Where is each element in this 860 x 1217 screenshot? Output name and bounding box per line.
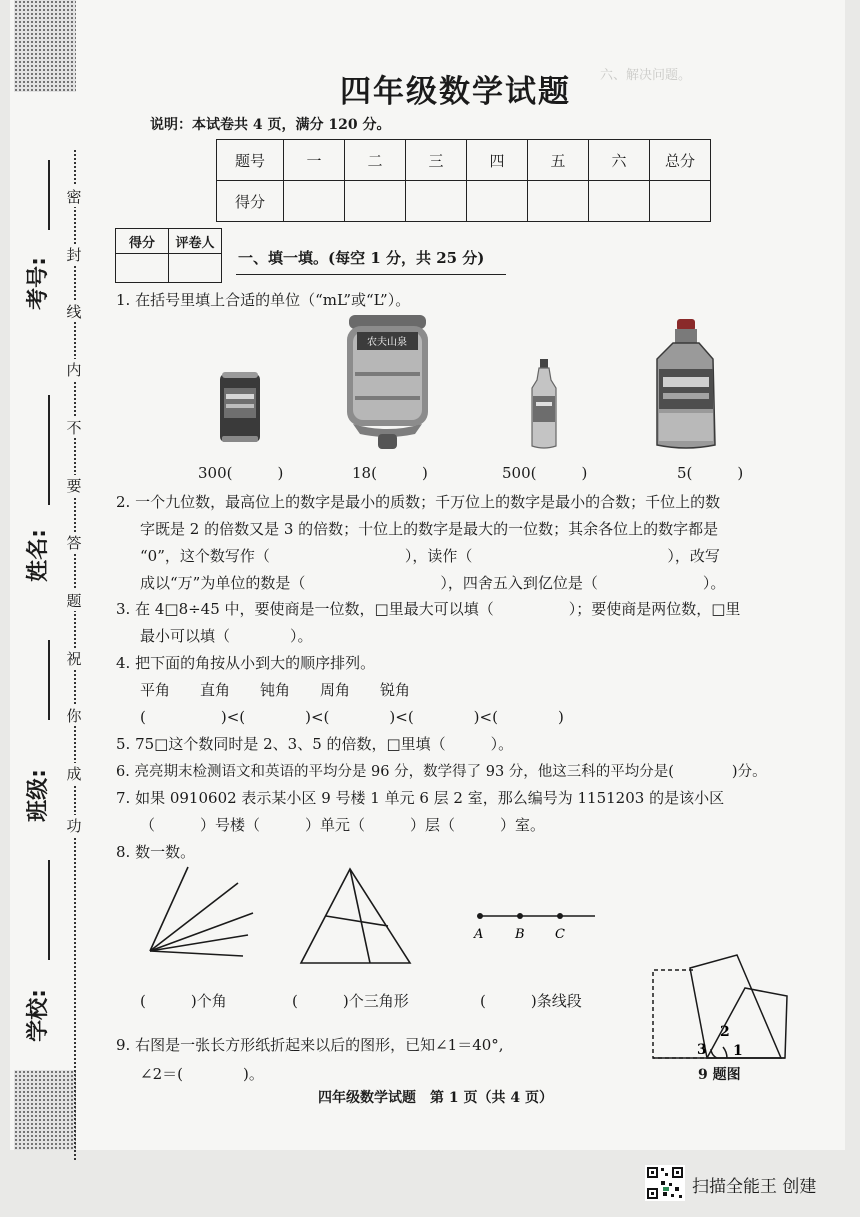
score-cell[interactable] [650, 181, 711, 222]
question-2-line4: 成以“万”为单位的数是（ ），四舍五入到亿位是（ ）。 [140, 574, 726, 592]
q1-blank-can[interactable]: 300( ) [198, 464, 284, 482]
question-7-line2: （ ）号楼（ ）单元（ ）层（ ）室。 [140, 816, 546, 834]
q4-answer-blanks[interactable]: ( )<( )<( )<( )<( ) [140, 708, 564, 726]
score-header-cell: 一 [284, 140, 345, 181]
question-2-line1: 2. 一个九位数，最高位上的数字是最小的质数；千万位上的数字是最小的合数；千位上的数 [116, 493, 721, 511]
score-table-header-row [217, 140, 711, 181]
section-heading: 一、填一填。(每空 1 分，共 25 分) [238, 249, 485, 267]
page-footer: 四年级数学试题 第 1 页（共 4 页） [318, 1090, 553, 1106]
question-9-line1: 9. 右图是一张长方形纸折起来以后的图形，已知∠1＝40°, [116, 1036, 504, 1054]
question-9-line2[interactable]: ∠2＝( )。 [140, 1065, 264, 1083]
score-header-cell: 四 [467, 140, 528, 181]
angle-3-label: 3 [697, 1042, 707, 1058]
point-c-label: C [555, 927, 565, 942]
q8-blank-segments[interactable]: ( )条线段 [480, 992, 582, 1010]
question-7-line1: 7. 如果 0910602 表示某小区 9 号楼 1 单元 6 层 2 室，那么编号为 1151203 的是该小区 [116, 789, 725, 807]
score-table-score-row [217, 181, 711, 222]
folded-paper-figure [645, 950, 795, 1068]
grader-name-header: 评卷人 [169, 229, 222, 254]
question-2-line2: 字既是 2 的倍数又是 3 的倍数；十位上的数字是最大的一位数；其余各位上的数字都是 [140, 520, 719, 538]
seal-line-char: 要 [63, 475, 85, 496]
q8-blank-triangles[interactable]: ( )个三角形 [292, 992, 409, 1010]
class-label: 班级: [25, 769, 51, 822]
question-1: 1. 在括号里填上合适的单位（“mL”或“L”）。 [116, 291, 411, 309]
qr-code-icon [645, 1165, 685, 1201]
grader-score-cell[interactable] [116, 254, 169, 283]
grader-score-header: 得分 [116, 229, 169, 254]
score-cell[interactable] [406, 181, 467, 222]
section-underline [236, 274, 506, 275]
score-header-cell: 三 [406, 140, 467, 181]
question-4: 4. 把下面的角按从小到大的顺序排列。 [116, 654, 376, 672]
q1-blank-bottle[interactable]: 500( ) [502, 464, 588, 482]
seal-line-char: 封 [63, 244, 85, 265]
seal-line-char: 线 [63, 301, 85, 322]
q9-figure-caption: 9 题图 [698, 1067, 741, 1083]
page-title: 四年级数学试题 [340, 74, 571, 110]
seal-line-char: 祝 [63, 648, 85, 669]
q1-blank-jug[interactable]: 18( ) [352, 464, 428, 482]
seal-line-char: 功 [63, 815, 85, 836]
name-label: 姓名: [25, 529, 51, 582]
binding-pattern-bottom [14, 1070, 76, 1150]
oil-jug-image [653, 317, 719, 450]
water-jug-image [345, 312, 430, 450]
question-8: 8. 数一数。 [116, 843, 196, 861]
examno-label: 考号: [25, 257, 51, 310]
score-cell[interactable] [589, 181, 650, 222]
seal-line-char: 你 [63, 705, 85, 726]
grader-name-cell[interactable] [169, 254, 222, 283]
seal-line-char: 内 [63, 359, 85, 380]
score-cell[interactable] [284, 181, 345, 222]
exam-note: 说明：本试卷共 4 页，满分 120 分。 [150, 117, 391, 133]
line-segment-figure [470, 906, 600, 942]
school-underline [48, 860, 50, 960]
score-cell[interactable] [345, 181, 406, 222]
score-header-cell: 六 [589, 140, 650, 181]
soda-can-image [218, 370, 262, 445]
question-3-line2: 最小可以填（ ）。 [140, 627, 313, 645]
angle-2-label: 2 [720, 1024, 730, 1040]
score-row-label: 得分 [217, 181, 284, 222]
score-table [216, 139, 711, 222]
class-underline [48, 640, 50, 720]
q1-blank-oil[interactable]: 5( ) [677, 464, 744, 482]
question-3-line1: 3. 在 4□8÷45 中，要使商是一位数，□里最大可以填（ ）；要使商是两位数，□里 [116, 600, 741, 618]
question-2-line3: “0”，这个数写作（ ），读作（ ），改写 [140, 547, 720, 565]
bleed-through-text: 六、解决问题。 [600, 68, 750, 83]
jug-brand-label: 农夫山泉 [367, 337, 407, 348]
school-label: 学校: [25, 989, 51, 1042]
name-underline [48, 395, 50, 505]
seal-line-char: 题 [63, 590, 85, 611]
examno-underline [48, 160, 50, 230]
score-header-cell: 总分 [650, 140, 711, 181]
point-b-label: B [515, 927, 525, 942]
q8-blank-angles[interactable]: ( )个角 [140, 992, 227, 1010]
score-header-cell: 五 [528, 140, 589, 181]
grader-table [115, 228, 222, 283]
small-bottle-image [528, 358, 560, 450]
q4-angle-list: 平角 直角 钝角 周角 锐角 [140, 681, 411, 699]
binding-pattern-top [14, 0, 76, 92]
score-header-cell: 二 [345, 140, 406, 181]
score-cell[interactable] [467, 181, 528, 222]
point-a-label: A [474, 927, 484, 942]
triangle-figure [298, 866, 413, 966]
question-5: 5. 75□这个数同时是 2、3、5 的倍数，□里填（ ）。 [116, 735, 514, 753]
angle-1-label: 1 [733, 1043, 743, 1059]
angle-rays-figure [148, 863, 258, 958]
seal-line-char: 成 [63, 763, 85, 784]
score-cell[interactable] [528, 181, 589, 222]
score-header-cell: 题号 [217, 140, 284, 181]
scanner-watermark: 扫描全能王 创建 [692, 1177, 817, 1197]
seal-line-char: 答 [63, 532, 85, 553]
seal-line-char: 密 [63, 186, 85, 207]
seal-line-char: 不 [63, 417, 85, 438]
question-6: 6. 亮亮期末检测语文和英语的平均分是 96 分，数学得了 93 分，他这三科的平均分是( )分。 [116, 764, 767, 780]
